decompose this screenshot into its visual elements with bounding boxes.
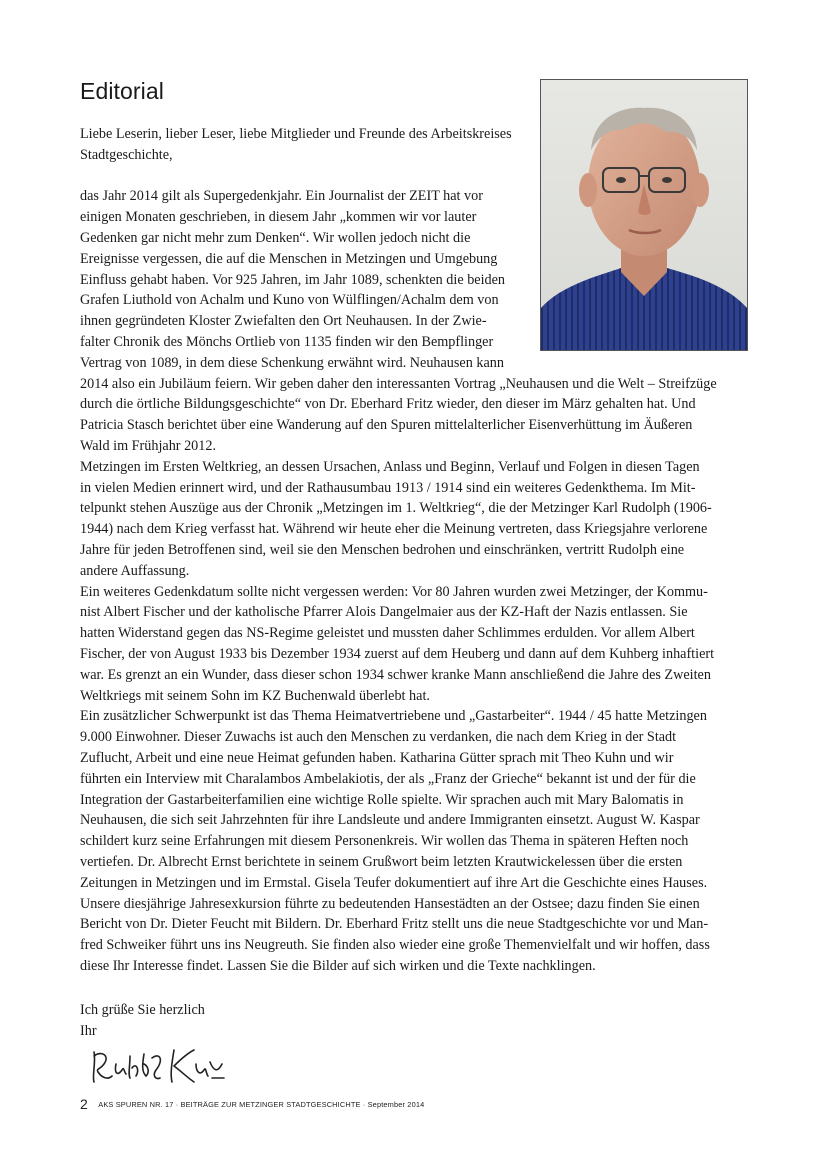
portrait-image [541,80,747,350]
signature [86,1042,226,1088]
body-line-29: diese Ihr Interesse findet. Lassen Sie die Bilder auf sich wirken und die Texte nachklingen. [80,957,596,974]
signature-image [86,1042,226,1088]
body-line-20: führten ein Interview mit Charalambos Ambelakiotis, der als „Franz der Grieche“ bekannt ist und der für die [80,770,696,787]
intro-line-8: falter Chronik des Mönchs Ortlieb von 1135 finden wir den Bempflinger [80,333,494,350]
intro-column [80,124,532,374]
closing-greeting: Ich grüße Sie herzlich [80,1002,205,1018]
body-line-12: nist Albert Fischer und der katholische Pfarrer Alois Dangelmaier aus der KZ-Haft der Nazis entlassen. Sie [80,604,688,621]
intro-line-5: Einfluss gehabt haben. Vor 925 Jahren, im Jahr 1089, schenkten die beiden [80,271,506,288]
page-number: 2 [80,1096,88,1112]
body-line-24: vertiefen. Dr. Albrecht Ernst berichtete in seinem Grußwort beim letzten Krautwickelessen über die ersten [80,853,683,870]
intro-line-7: ihnen gegründeten Kloster Zwiefalten den Ort Neuhausen. In der Zwie- [80,313,487,330]
footer-text: AKS SPUREN NR. 17 · BEITRÄGE ZUR METZINGER STADTGESCHICHTE · September 2014 [98,1100,425,1109]
body-line-5: Metzingen im Ersten Weltkrieg, an dessen Ursachen, Anlass und Beginn, Verlauf und Folgen in diesen Tagen [80,458,700,475]
body-line-1: 2014 also ein Jubiläum feiern. Wir geben daher den interessanten Vortrag „Neuhausen und die Welt – Streifzüge [80,375,717,392]
body-line-13: hatten Widerstand gegen das NS-Regime geleistet und mussten daher Schlimmes erdulden. Vor allem Albert [80,625,695,642]
body-line-22: Neuhausen, die sich seit Jahrzehnten für ihre Landsleute und andere Immigranten einsetzt. August W. Kaspar [80,812,700,829]
body-line-6: in vielen Medien erinnert wird, und der Rathausumbau 1913 / 1914 sind ein weiteres Gedenkthema. Im Mit- [80,479,696,496]
body-line-16: Weltkriegs mit seinem Sohn im KZ Buchenwald überlebt hat. [80,687,430,704]
author-photo [540,79,748,351]
paragraph-gap [80,166,532,187]
body-line-27: Bericht von Dr. Dieter Feucht mit Bildern. Dr. Eberhard Fritz stellt uns die neue Stadtgeschichte vor und Man- [80,916,709,933]
body-line-4: Wald im Frühjahr 2012. [80,437,216,454]
intro-line-3: Gedenken gar nicht mehr zum Denken“. Wir wollen jedoch nicht die [80,229,471,246]
body-line-25: Zeitungen in Metzingen und im Ermstal. Gisela Teufer dokumentiert auf ihre Art die Geschichte eines Hauses. [80,874,708,891]
body-line-3: Patricia Stasch berichtet über eine Wanderung auf den Spuren mittelalterlicher Eisenverhüttung im Äußeren [80,417,693,434]
body-line-2: durch die örtliche Bildungsgeschichte“ von Dr. Eberhard Fritz wieder, den dieser im März gehalten hat. Und [80,396,696,413]
intro-line-6: Grafen Liuthold von Achalm und Kuno von Wülflingen/Achalm dem von [80,292,499,309]
closing [80,1000,205,1042]
body-line-21: Integration der Gastarbeiterfamilien eine wichtige Rolle spielte. Wir sprachen auch mit Mary Balomatis in [80,791,684,808]
intro-line-2: einigen Monaten geschrieben, in diesem Jahr „kommen wir vor lauter [80,209,477,226]
body-line-28: fred Schweiker führt uns ins Neugreuth. Sie finden also wieder eine große Themenvielfalt und wir hoffen, dass [80,937,710,954]
body-line-23: schildert kurz seine Erfahrungen mit diesem Personenkreis. Wir wollen das Thema in späteren Heften noch [80,833,689,850]
closing-ihr: Ihr [80,1022,97,1039]
body-line-7: telpunkt stehen Auszüge aus der Chronik „Metzingen im 1. Weltkrieg“, die der Metzinger Karl Rudolph (1906- [80,500,712,517]
body-line-19: Zuflucht, Arbeit und eine neue Heimat gefunden haben. Katharina Gütter sprach mit Theo Kuhn und wir [80,749,674,766]
body-text [80,374,752,977]
body-line-9: Jahre für jeden Betroffenen sind, weil sie den Menschen bedrohen und einschränken, vertritt Rudolph eine [80,541,685,558]
intro-line-4: Ereignisse vergessen, die auf die Menschen in Metzingen und Umgebung [80,250,498,267]
body-line-17: Ein zusätzlicher Schwerpunkt ist das Thema Heimatvertriebene und „Gastarbeiter“. 1944 / 45 hatte Metzingen [80,708,707,725]
body-line-26: Unsere diesjährige Jahresexkursion führte zu bedeutenden Hansestädten an der Ostsee; dazu finden Sie einen [80,895,700,912]
body-line-11: Ein weiteres Gedenkdatum sollte nicht vergessen werden: Vor 80 Jahren wurden zwei Metzinger, der Kommu- [80,583,708,600]
body-line-10: andere Auffassung. [80,562,190,579]
salutation-line-1: Liebe Leserin, lieber Leser, liebe Mitglieder und Freunde des Arbeitskreises [80,126,512,142]
body-line-8: 1944) nach dem Krieg verfasst hat. Während wir heute eher die Meinung vertreten, dass Kriegsjahre verlorene [80,521,708,538]
intro-line-9: Vertrag von 1089, in dem diese Schenkung erwähnt wird. Neuhausen kann [80,354,504,371]
intro-paragraph [80,186,532,373]
page-footer [80,1096,424,1114]
body-line-15: war. Es grenzt an ein Wunder, dass dieser schon 1934 schwer kranke Mann anschließend die Jahre des Zweiten [80,666,711,683]
body-line-18: 9.000 Einwohner. Dieser Zuwachs ist auch den Menschen zu verdanken, die nach dem Krieg in der Stadt [80,729,677,746]
intro-line-1: das Jahr 2014 gilt als Supergedenkjahr. Ein Journalist der ZEIT hat vor [80,188,483,205]
body-line-14: Fischer, der von August 1933 bis Dezember 1934 zuerst auf dem Heuberg und dann auf dem Kuhberg inhaftiert [80,645,715,662]
page-title: Editorial [80,78,164,104]
salutation-line-2: Stadtgeschichte, [80,146,173,163]
